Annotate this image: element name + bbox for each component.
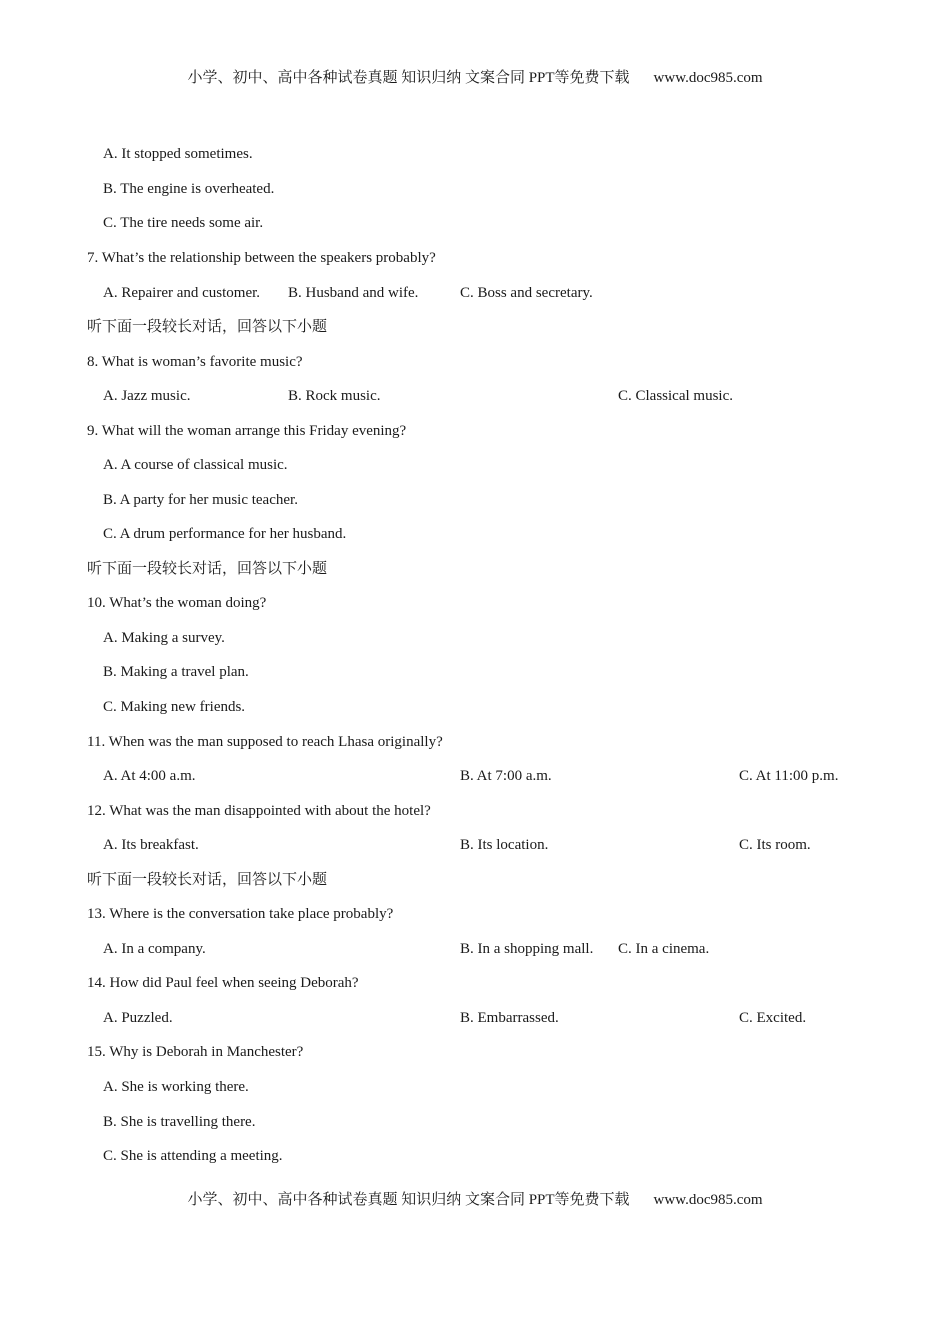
q14-option-a: A. Puzzled.: [103, 1010, 173, 1026]
q13-option-c: C. In a cinema.: [618, 941, 710, 957]
q15-question: 15. Why is Deborah in Manchester?: [87, 1044, 304, 1060]
q9-question: 9. What will the woman arrange this Friday evening?: [87, 423, 407, 439]
q10-option-a: A. Making a survey.: [103, 630, 225, 646]
q8-option-b: B. Rock music.: [288, 388, 381, 404]
q14-option-b: B. Embarrassed.: [460, 1010, 559, 1026]
q12-question: 12. What was the man disappointed with about the hotel?: [87, 803, 431, 819]
q15-option-b: B. She is travelling there.: [103, 1114, 256, 1130]
section-instruction-2: 听下面一段较长对话，回答以下小题: [87, 561, 328, 577]
q11-option-b: B. At 7:00 a.m.: [460, 768, 552, 784]
q11-option-a: A. At 4:00 a.m.: [103, 768, 196, 784]
q9-option-b: B. A party for her music teacher.: [103, 492, 298, 508]
q8-option-c: C. Classical music.: [618, 388, 733, 404]
section-instruction-3: 听下面一段较长对话，回答以下小题: [87, 872, 328, 888]
q14-option-c: C. Excited.: [739, 1010, 807, 1026]
q7-option-b: B. Husband and wife.: [288, 285, 419, 301]
page-footer: [0, 1190, 950, 1210]
q6-option-a: A. It stopped sometimes.: [103, 146, 253, 162]
q7-option-c: C. Boss and secretary.: [460, 285, 593, 301]
q7-option-a: A. Repairer and customer.: [103, 285, 261, 301]
footer-url: www.doc985.com: [653, 1192, 763, 1208]
section-instruction-1: 听下面一段较长对话，回答以下小题: [87, 319, 328, 335]
q11-question: 11. When was the man supposed to reach Lhasa originally?: [87, 734, 443, 750]
q10-option-b: B. Making a travel plan.: [103, 664, 249, 680]
footer-text: 小学、初中、高中各种试卷真题 知识归纳 文案合同 PPT等免费下载: [187, 1192, 630, 1208]
q7-question: 7. What’s the relationship between the speakers probably?: [87, 250, 436, 266]
q6-option-c: C. The tire needs some air.: [103, 215, 264, 231]
q11-option-c: C. At 11:00 p.m.: [739, 768, 839, 784]
q13-option-a: A. In a company.: [103, 941, 206, 957]
q9-option-c: C. A drum performance for her husband.: [103, 526, 347, 542]
q9-option-a: A. A course of classical music.: [103, 457, 288, 473]
q10-option-c: C. Making new friends.: [103, 699, 246, 715]
page-header: [0, 68, 950, 88]
header-url: www.doc985.com: [653, 70, 763, 86]
q15-option-c: C. She is attending a meeting.: [103, 1148, 283, 1164]
q13-question: 13. Where is the conversation take place probably?: [87, 906, 394, 922]
q10-question: 10. What’s the woman doing?: [87, 595, 267, 611]
q6-option-b: B. The engine is overheated.: [103, 181, 275, 197]
q8-option-a: A. Jazz music.: [103, 388, 191, 404]
q12-option-b: B. Its location.: [460, 837, 549, 853]
header-text: 小学、初中、高中各种试卷真题 知识归纳 文案合同 PPT等免费下载: [187, 70, 630, 86]
q14-question: 14. How did Paul feel when seeing Deborah?: [87, 975, 359, 991]
q8-question: 8. What is woman’s favorite music?: [87, 354, 303, 370]
q12-option-c: C. Its room.: [739, 837, 811, 853]
q15-option-a: A. She is working there.: [103, 1079, 249, 1095]
q12-option-a: A. Its breakfast.: [103, 837, 199, 853]
q13-option-b: B. In a shopping mall.: [460, 941, 594, 957]
